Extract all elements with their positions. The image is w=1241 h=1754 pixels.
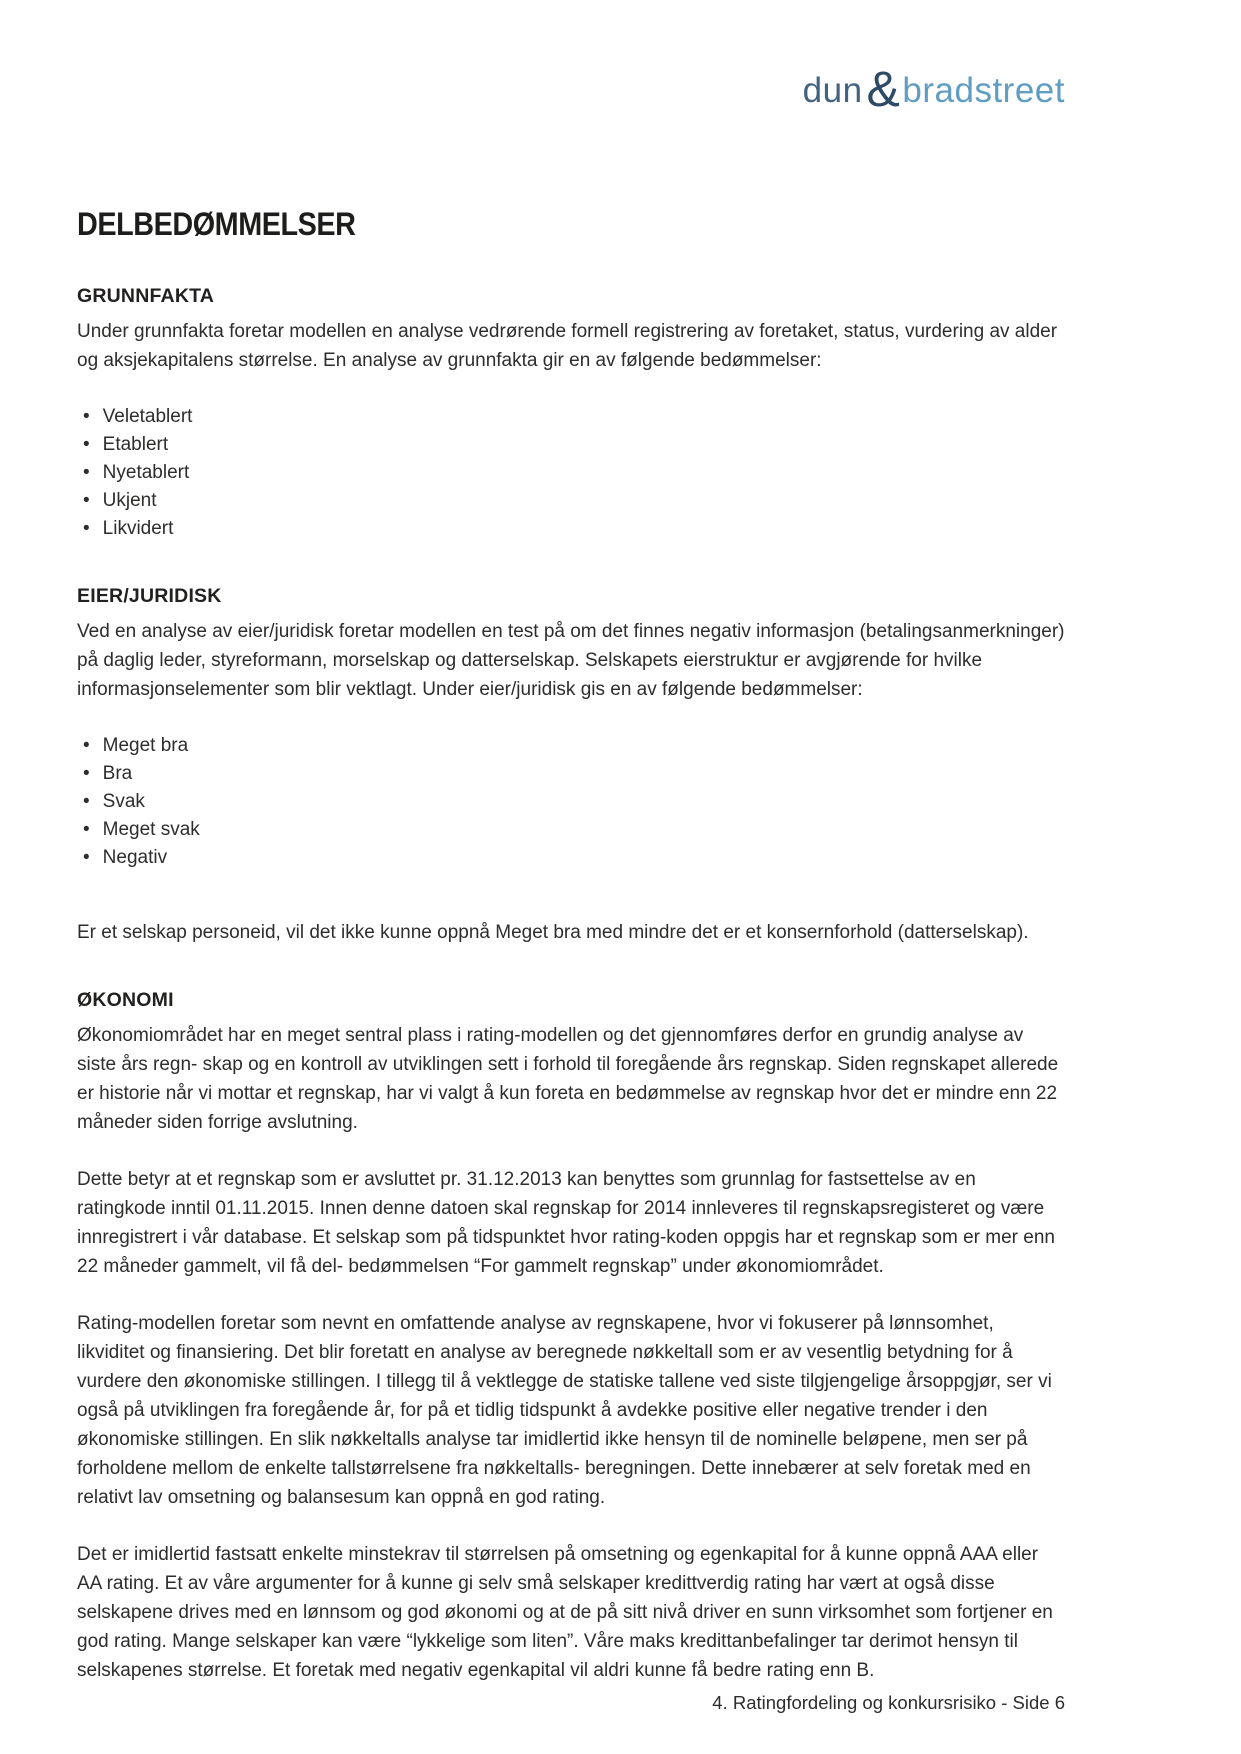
logo-row bbox=[77, 0, 1065, 117]
logo-text-bradstreet: bradstreet bbox=[902, 71, 1065, 110]
logo-ampersand-icon: & bbox=[866, 61, 901, 117]
section-eier-juridisk bbox=[77, 585, 1065, 947]
logo-text-dun: dun bbox=[802, 71, 863, 110]
paragraph: Under grunnfakta foretar modellen en analyse vedrørende formell registrering av foretaket, status, vurdering av alder og aksjekapitalens størrelse. En analyse av grunnfakta gir en av følgende bedømmelser: bbox=[77, 321, 1058, 371]
document-content bbox=[77, 0, 1065, 1685]
paragraph: Det er imidlertid fastsatt enkelte minstekrav til størrelsen på omsetning og egenkapital for å kunne oppnå AAA eller AA rating. Et av våre argumenter for å kunne gi selv små selskaper kredittverdig rating har vært at også disse selskapene drives med en lønnsom og god økonomi og at de på sitt nivå driver en sunn virksomhet som fortjener en god rating. Mange selskaper kan være “lykkelige som liten”. Våre maks kredittanbefalinger tar derimot hensyn til selskapenes størrelse. Et foretak med negativ egenkapital vil aldri kunne få bedre rating enn B. bbox=[77, 1544, 1053, 1681]
section-heading-eier-juridisk: EIER/JURIDISK bbox=[77, 585, 222, 607]
bullet-item: • Ukjent bbox=[83, 487, 1065, 515]
bullet-item: • Meget svak bbox=[83, 816, 1065, 844]
section-heading-okonomi: ØKONOMI bbox=[77, 989, 174, 1011]
bullet-item: • Nyetablert bbox=[83, 459, 1065, 487]
bullet-item: • Bra bbox=[83, 760, 1065, 788]
bullet-item: • Negativ bbox=[83, 844, 1065, 872]
section-okonomi bbox=[77, 989, 1065, 1685]
bullet-item: • Veletablert bbox=[83, 403, 1065, 431]
paragraph: Rating-modellen foretar som nevnt en omfattende analyse av regnskapene, hvor vi fokuserer på lønnsomhet, likviditet og finansiering. Det blir foretatt en analyse av beregnede nøkkeltall som er av vesentlig betydning for å vurdere den økonomiske stillingen. I tillegg til å vektlegge de statiske tallene ved siste tilgjengelige årsoppgjør, ser vi også på utviklingen fra foregående år, for på et tidlig tidspunkt å avdekke positive eller negative trender i den økonomiske stillingen. En slik nøkkeltalls analyse tar imidlertid ikke hensyn til de nominelle beløpene, men ser på forholdene mellom de enkelte tallstørrelsene fra nøkkeltalls- beregningen. Dette innebærer at selv foretak med en relativt lav omsetning og balansesum kan oppnå en god rating. bbox=[77, 1313, 1052, 1508]
bullet-item: • Likvidert bbox=[83, 515, 1065, 543]
paragraph: Dette betyr at et regnskap som er avsluttet pr. 31.12.2013 kan benyttes som grunnlag for fastsettelse av en ratingkode inntil 01.11.2015. Innen denne datoen skal regnskap for 2014 innleveres til regnskapsregisteret og være innregistrert i vår database. Et selskap som på tidspunktet hvor rating-koden oppgis har et regnskap som er mer enn 22 måneder gammelt, vil få del- bedømmelsen “For gammelt regnskap” under økonomiområdet. bbox=[77, 1169, 1055, 1277]
page-title: DELBEDØMMELSER bbox=[77, 206, 356, 242]
bullet-list bbox=[77, 403, 1065, 543]
bullet-item: • Etablert bbox=[83, 431, 1065, 459]
section-heading-grunnfakta: GRUNNFAKTA bbox=[77, 285, 215, 307]
bullet-item: • Svak bbox=[83, 788, 1065, 816]
bullet-item: • Meget bra bbox=[83, 732, 1065, 760]
dun-bradstreet-logo bbox=[802, 60, 1065, 117]
paragraph: Økonomiområdet har en meget sentral plass i rating-modellen og det gjennomføres derfor en grundig analyse av siste års regn- skap og en kontroll av utviklingen sett i forhold til foregående års regnskap. Siden regnskapet allerede er historie når vi mottar et regnskap, har vi valgt å kun foreta en bedømmelse av regnskap hvor det er mindre enn 22 måneder siden forrige avslutning. bbox=[77, 1025, 1059, 1133]
sections-container bbox=[77, 285, 1065, 1685]
note-paragraph: Er et selskap personeid, vil det ikke kunne oppnå Meget bra med mindre det er et konsernforhold (datterselskap). bbox=[77, 922, 1029, 943]
paragraph: Ved en analyse av eier/juridisk foretar modellen en test på om det finnes negativ informasjon (betalingsanmerkninger) på daglig leder, styreformann, morselskap og datterselskap. Selskapets eierstruktur er avgjørende for hvilke informasjonselementer som blir vektlagt. Under eier/juridisk gis en av følgende bedømmelser: bbox=[77, 621, 1065, 700]
bullet-list bbox=[77, 732, 1065, 872]
section-grunnfakta bbox=[77, 285, 1065, 543]
page-footer: 4. Ratingfordeling og konkursrisiko - Side 6 bbox=[712, 1692, 1065, 1713]
